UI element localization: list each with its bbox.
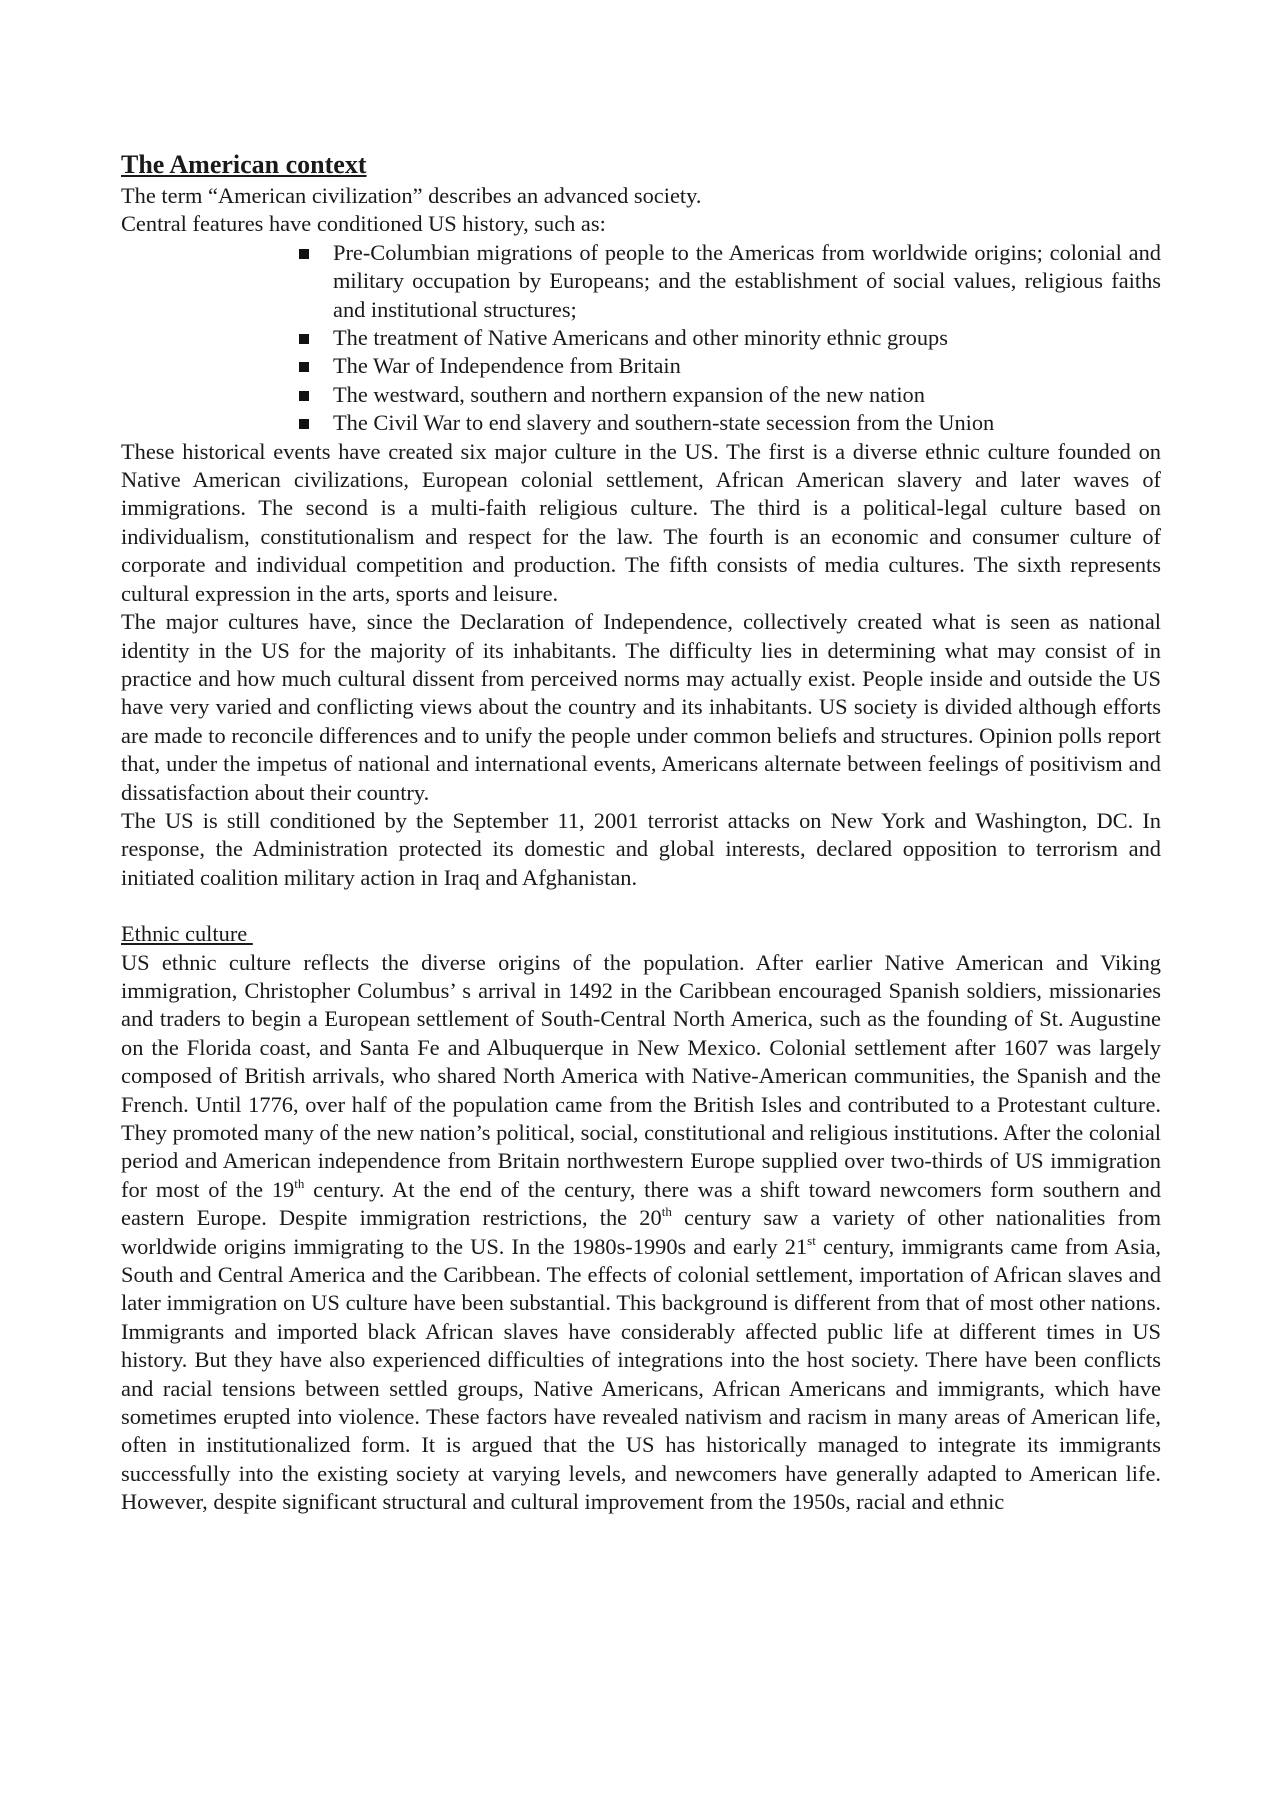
list-item	[297, 324, 1161, 352]
features-list	[121, 239, 1161, 438]
list-item-text: The War of Independence from Britain	[333, 353, 681, 379]
paragraph-ethnic-culture	[121, 949, 1161, 1517]
text-run: century saw a variety of other nationalities from worldwide origins immigrating to the US. In the 1980s-1990s and early 21	[121, 1205, 1161, 1259]
list-item	[297, 409, 1161, 437]
text-run: century. At the end of the century, there was a shift toward newcomers form southern and eastern Europe. Despite immigration restrictions, the 20	[121, 1176, 1161, 1231]
square-bullet-icon	[299, 362, 309, 372]
list-item-text: The Civil War to end slavery and southern-state secession from the Union	[333, 410, 995, 436]
ordinal-suffix: st	[807, 1232, 816, 1248]
square-bullet-icon	[299, 391, 309, 401]
square-bullet-icon	[299, 249, 309, 259]
ethnic-culture-heading: Ethnic culture	[121, 921, 253, 947]
list-item-text: The treatment of Native Americans and other minority ethnic groups	[333, 325, 948, 351]
paragraph-september-11: The US is still conditioned by the September 11, 2001 terrorist attacks on New York and Washington, DC. In response, the Administration protected its domestic and global interests, declared opposition to terrorism and initiated coalition military action in Iraq and Afghanistan.	[121, 807, 1161, 890]
list-item	[297, 381, 1161, 409]
document-page	[121, 148, 1161, 1517]
square-bullet-icon	[299, 334, 309, 344]
ordinal-suffix: th	[294, 1175, 305, 1191]
intro-line: The term “American civilization” describes an advanced society.	[121, 183, 702, 208]
list-item-text: Pre-Columbian migrations of people to the Americas from worldwide origins; colonial and military occupation by Europeans; and the establishment of social values, religious faiths and institutional structures;	[333, 239, 1161, 322]
list-item-text: The westward, southern and northern expansion of the new nation	[333, 381, 925, 407]
list-item	[297, 352, 1161, 380]
intro-line: Central features have conditioned US history, such as:	[121, 211, 606, 237]
text-run: US ethnic culture reflects the diverse origins of the population. After earlier Native American and Viking immigration, Christopher Columbus’ s arrival in 1492 in the Caribbean encouraged Spanish soldiers, missionaries and traders to begin a European settlement of South-Central North America, such as the founding of St. Augustine on the Florida coast, and Santa Fe and Albuquerque in New Mexico. Colonial settlement after 1607 was largely composed of British arrivals, who shared North America with Native-American communities, the Spanish and the French. Until 1776, over half of the population came from the British Isles and contributed to a Protestant culture. They promoted many of the new nation’s political, social, constitutional and religious institutions. After the colonial period and American independence from Britain northwestern Europe supplied over two-thirds of US immigration for most of the 19	[121, 949, 1161, 1202]
blank-line	[121, 892, 1161, 920]
text-run: century, immigrants came from Asia, South and Central America and the Caribbean. The effects of colonial settlement, importation of African slaves and later immigration on US culture have been substantial. This background is different from that of most other nations. Immigrants and imported black African slaves have considerably affected public life at different times in US history. But they have also experienced difficulties of integrations into the host society. There have been conflicts and racial tensions between settled groups, Native Americans, African Americans and immigrants, which have sometimes erupted into violence. These factors have revealed nativism and racism in many areas of American life, often in institutionalized form. It is argued that the US has historically managed to integrate its immigrants successfully into the existing society at varying levels, and newcomers have generally adapted to American life. However, despite significant structural and cultural improvement from the 1950s, racial and ethnic	[121, 1233, 1162, 1515]
ordinal-suffix: th	[661, 1204, 672, 1220]
section-title: The American context	[121, 150, 367, 179]
paragraph-six-cultures: These historical events have created six major culture in the US. The first is a diverse ethnic culture founded on Native American civilizations, European colonial settlement, African American slavery and later waves of immigrations. The second is a multi-faith religious culture. The third is a political-legal culture based on individualism, constitutionalism and respect for the law. The fourth is an economic and consumer culture of corporate and individual competition and production. The fifth consists of media cultures. The sixth represents cultural expression in the arts, sports and leisure.	[121, 438, 1161, 606]
list-item	[297, 239, 1161, 324]
square-bullet-icon	[299, 419, 309, 429]
paragraph-national-identity: The major cultures have, since the Declaration of Independence, collectively created what is seen as national identity in the US for the majority of its inhabitants. The difficulty lies in determining what may consist of in practice and how much cultural dissent from perceived norms may actually exist. People inside and outside the US have very varied and conflicting views about the country and its inhabitants. US society is divided although efforts are made to reconcile differences and to unify the people under common beliefs and structures. Opinion polls report that, under the impetus of national and international events, Americans alternate between feelings of positivism and dissatisfaction about their country.	[121, 609, 1161, 805]
